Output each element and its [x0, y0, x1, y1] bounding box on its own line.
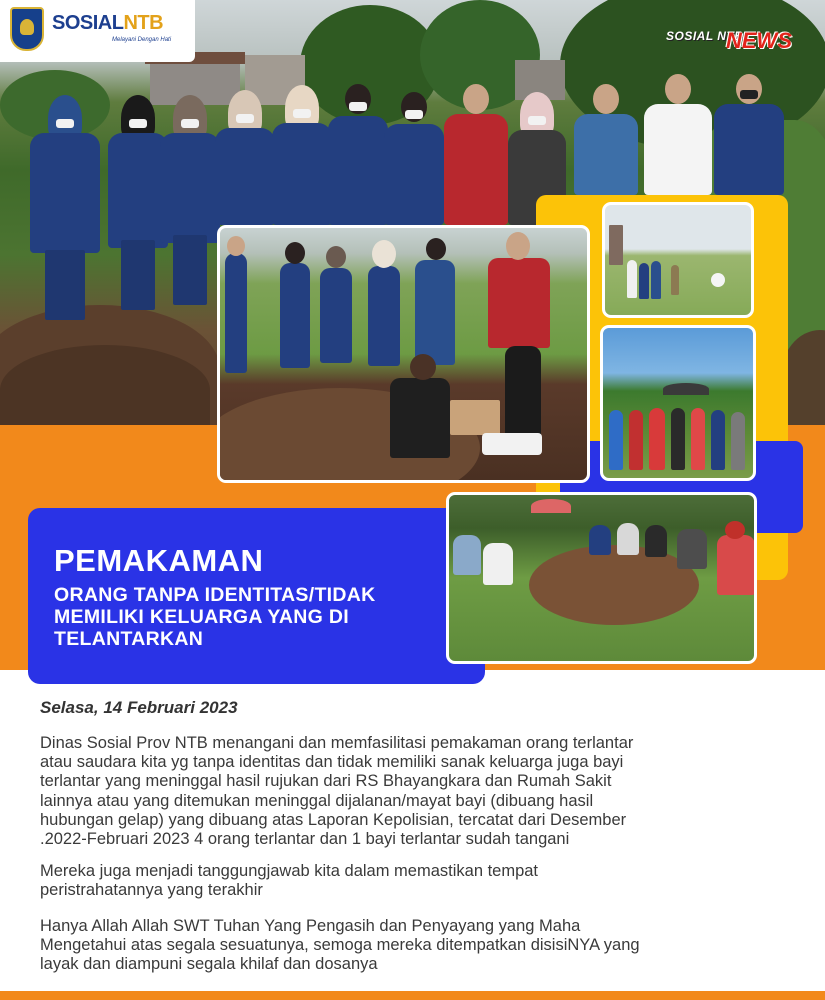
article-line: hubungan gelap) yang dibuang atas Laporan Kepolisian, tercatat dari Desember: [40, 810, 627, 829]
article-date: Selasa, 14 Februari 2023: [40, 698, 238, 717]
sosial-ntb-news-badge: [662, 28, 794, 60]
article-line: Mengetahui atas segala sesuatunya, semoga mereka ditempatkan disisiNYA yang: [40, 936, 640, 955]
bottom-accent-strip: [0, 991, 825, 1000]
article-line: terlantar yang meninggal hasil rujukan dari RS Bhayangkara dan Rumah Sakit: [40, 772, 612, 791]
subtitle-line: TELANTARKAN: [54, 628, 204, 650]
page-title: PEMAKAMAN: [54, 543, 264, 578]
page-subtitle: [54, 584, 454, 650]
article-paragraph: [40, 917, 800, 975]
subtitle-line: MEMILIKI KELUARGA YANG DI: [54, 606, 349, 628]
article-line: Dinas Sosial Prov NTB menangani dan memfasilitasi pemakaman orang terlantar: [40, 734, 634, 752]
article-line: Hanya Allah Allah SWT Tuhan Yang Pengasih dan Penyayang yang Maha: [40, 917, 581, 935]
prayer-circle-photo: [446, 492, 757, 664]
cemetery-field-photo: [602, 202, 754, 318]
umbrella-group-photo: [600, 325, 756, 481]
article-line: layak dan diampuni segala khilaf dan dosanya: [40, 955, 378, 974]
article-line: lainnya atau yang ditemukan meninggal dijalanan/mayat bayi (dibuang hasil: [40, 791, 594, 810]
article-line: peristrahatannya yang terakhir: [40, 881, 263, 900]
article-paragraph: [40, 734, 800, 849]
brand-wordmark: [52, 12, 163, 35]
news-badge-main: NEWS: [726, 28, 792, 53]
subtitle-line: ORANG TANPA IDENTITAS/TIDAK: [54, 584, 376, 606]
brand-wordmark-right: NTB: [123, 12, 164, 34]
brand-wordmark-left: SOSIAL: [52, 12, 124, 34]
ntb-provincial-emblem-icon: [10, 7, 44, 51]
brand-tagline: Melayani Dengan Hati: [112, 37, 172, 43]
news-badge-top: SOSIAL NTB: [666, 29, 744, 43]
article-line: atau saudara kita yg tanpa identitas dan tidak memiliki sanak keluarga juga bayi: [40, 753, 624, 772]
article-line: Mereka juga menjadi tanggungjawab kita dalam memastikan tempat: [40, 862, 539, 880]
burial-ceremony-photo: [217, 225, 590, 483]
article-paragraph: [40, 862, 800, 900]
sosial-ntb-logo: [0, 0, 195, 62]
article-line: .2022-Februari 2023 4 orang terlantar dan 1 bayi terlantar sudah tangani: [40, 830, 570, 849]
